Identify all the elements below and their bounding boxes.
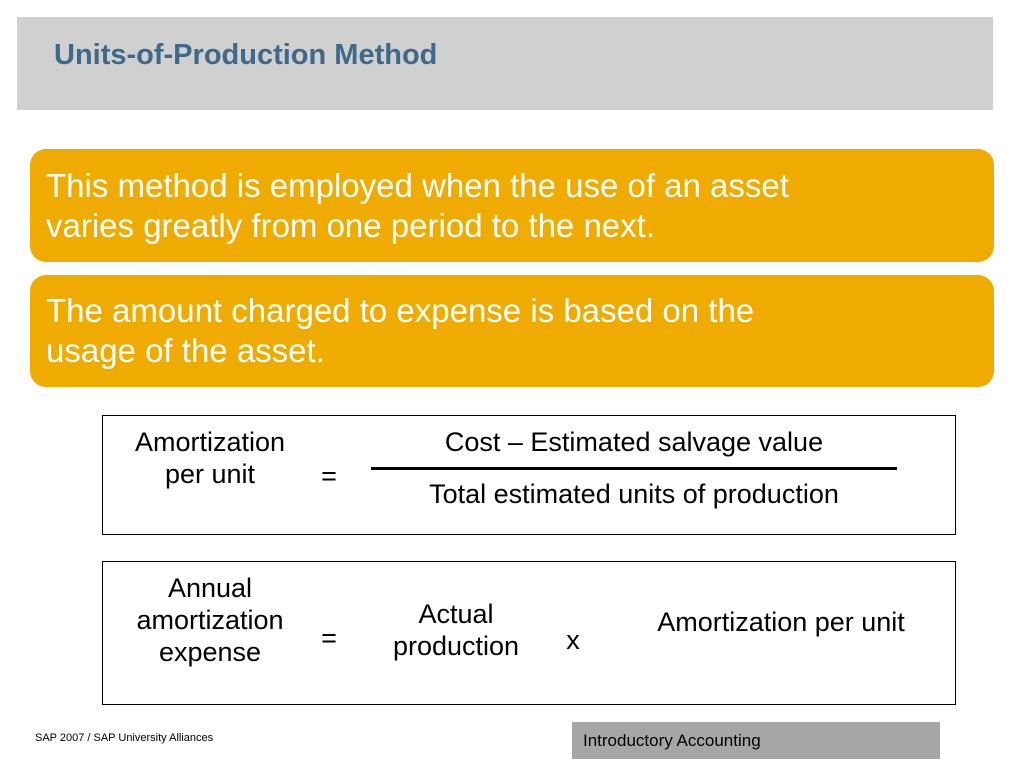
formula-middle-line: Actual — [418, 599, 494, 629]
formula-right-term: Amortization per unit — [657, 607, 905, 637]
formula-middle-term — [371, 598, 541, 662]
callout-expense-basis — [30, 275, 994, 387]
title-bar — [17, 17, 993, 110]
equals-sign: = — [321, 623, 337, 653]
footer-course-label: Introductory Accounting — [572, 722, 940, 759]
equals-sign: = — [321, 461, 337, 491]
formula-left-line: expense — [158, 637, 262, 667]
callout-line: The amount charged to expense is based on the — [46, 292, 755, 329]
formula-annual-expense-box — [102, 561, 956, 705]
formula-numerator: Cost – Estimated salvage value — [444, 427, 824, 457]
formula-denominator: Total estimated units of production — [429, 479, 839, 509]
callout-line: usage of the asset. — [46, 332, 325, 369]
fraction-line — [371, 467, 897, 470]
formula-left-term — [113, 572, 307, 668]
callout-line: varies greatly from one period to the next. — [46, 207, 655, 244]
callout-line: This method is employed when the use of an asset — [46, 167, 789, 204]
footer-copyright: SAP 2007 / SAP University Alliances — [35, 732, 214, 744]
slide-title: Units-of-Production Method — [54, 39, 438, 71]
formula-left-line: Amortization — [134, 427, 286, 457]
formula-left-term — [113, 426, 307, 490]
formula-left-line: Annual — [167, 573, 253, 603]
formula-per-unit-box — [102, 415, 956, 535]
formula-left-line: per unit — [164, 459, 256, 489]
multiply-sign: x — [566, 625, 580, 655]
callout-usage-varies — [30, 149, 994, 262]
formula-middle-line: production — [392, 631, 520, 661]
formula-left-line: amortization — [136, 605, 284, 635]
